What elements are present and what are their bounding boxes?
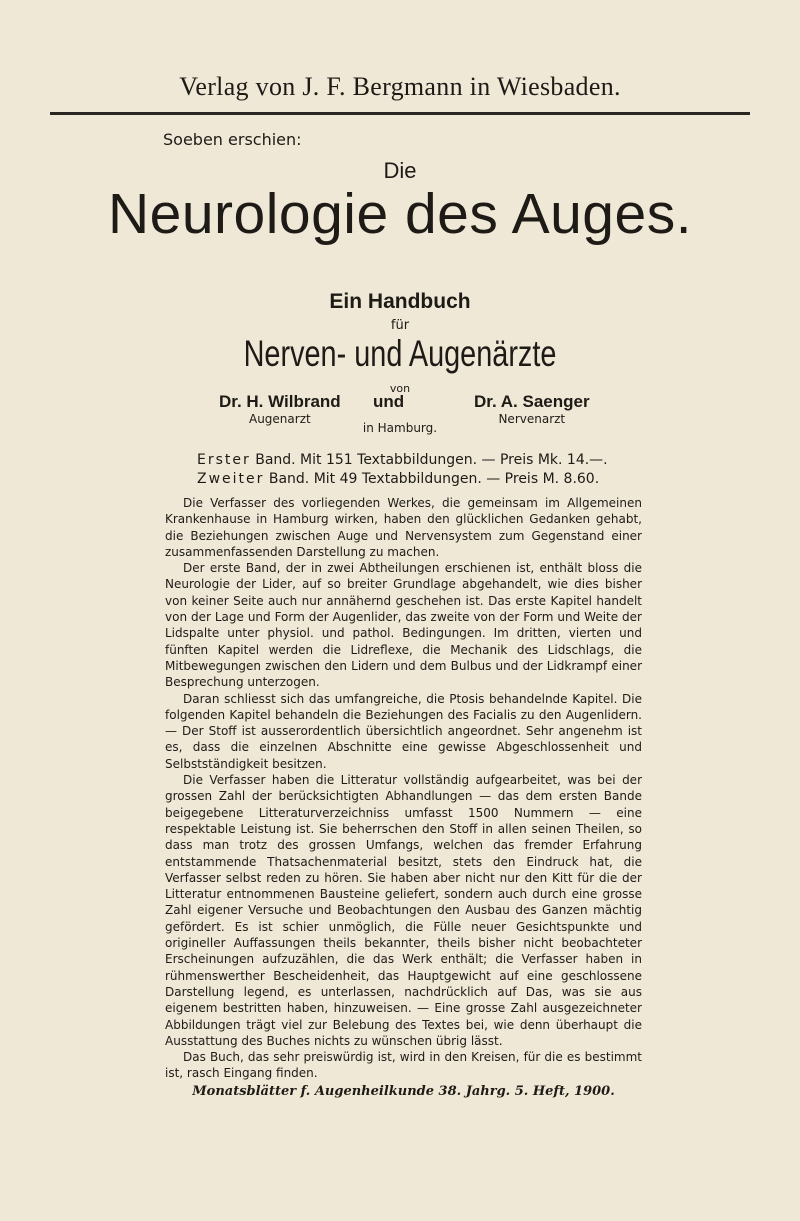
author-name: Dr. A. Saenger xyxy=(474,392,590,411)
review-paragraph: Die Verfasser haben die Litteratur vollständig aufgearbeitet, was bei der grossen Zahl der berücksichtigten Abhandlungen — das dem ersten Bande beigegebene Litteraturverzeichniss umfasst 1500 Nummern — eine respektable Leistung ist. Sie beherrschen den Stoff in allen seinen Theilen, so dass man trotz des grossen Umfangs, welchen das fremder Erfahrung entstammende Thatsachenmaterial besitzt, stets den Eindruck hat, die Verfasser selbst reden zu hören. Sie haben aber nicht nur den Kitt für die der Litteratur entnommenen Bausteine geliefert, sondern auch durch eine grosse Zahl eigener Versuche und Beobachtungen den Ausbau des Ganzen mächtig gefördert. Es ist schier unmöglich, die Fülle neuer Gesichtspunkte und origineller Auffassungen theils bekannter, theils bisher nicht beobachteter Erscheinungen aufzuzählen, die das Werk enthält; die Verfasser haben in rühmenswerther Bescheidenheit, das Hauptgewicht auf eine geschlossene Darstellung legend, es unterlassen, nachdrücklich auf Das, was sie aus eigenem bestritten haben, hinzuweisen. — Eine grosse Zahl ausgezeichneter Abbildungen trägt viel zur Belebung des Textes bei, wie denn überhaupt die Ausstattung des Buches nichts zu wünschen übrig lässt. xyxy=(165,773,642,1048)
book-subtitle: Ein Handbuch xyxy=(329,290,471,313)
release-notice: Soeben erschien: xyxy=(163,130,302,149)
review-text xyxy=(165,495,642,1100)
author-role: Nervenarzt xyxy=(498,412,566,426)
target-audience: Nerven- und Augenärzte xyxy=(243,333,557,374)
review-paragraph: Daran schliesst sich das umfangreiche, die Ptosis behandelnde Kapitel. Die folgenden Kapitel behandeln die Beziehungen des Facialis zu den Augenlidern. — Der Stoff ist ausserordentlich übersichtlich angeordnet. Sehr angenehm ist es, dass die einzelnen Abschnitte eine gewisse Abgeschlossenheit und Selbstständigkeit besitzen. xyxy=(165,691,642,771)
authors-city: in Hamburg. xyxy=(362,421,438,435)
volume-details: Band. Mit 49 Textabbildungen. — Preis M. 8.60. xyxy=(264,471,600,487)
volume-list xyxy=(197,451,608,489)
volume-details: Band. Mit 151 Textabbildungen. — Preis Mk. 14.—. xyxy=(250,452,608,468)
review-paragraph: Das Buch, das sehr preiswürdig ist, wird in den Kreisen, für die es bestimmt ist, rasch Eingang finden. xyxy=(165,1050,642,1081)
volume-label: Zweiter xyxy=(197,471,265,487)
authors-joiner: und xyxy=(373,392,405,411)
review-source: Monatsblätter f. Augenheilkunde 38. Jahrg. 5. Heft, 1900. xyxy=(192,1083,615,1099)
title-article: Die xyxy=(383,158,417,183)
review-paragraph: Der erste Band, der in zwei Abtheilungen erschienen ist, enthält bloss die Neurologie der Lider, auf so breiter Grundlage abgehandelt, wie dies bisher von keiner Seite auch nur annähernd geschehen ist. Das erste Kapitel handelt von der Lage und Form der Augenlider, das zweite von der Form und Weite der Lidspalte unter physiol. und pathol. Bedingungen. Im dritten, vierten und fünften Kapitel werden die Lidreflexe, die Mechanik des Lidschlags, die Mitbewegungen zwischen den Lidern und dem Bulbus und der Lidkrampf einer Besprechung unterzogen. xyxy=(165,561,642,690)
review-paragraph: Die Verfasser des vorliegenden Werkes, die gemeinsam im Allgemeinen Krankenhause in Hamburg wirken, haben den glücklichen Gedanken gehabt, die Beziehungen zwischen Auge und Nervensystem zum Gegenstand einer zusammenfassenden Darstellung zu machen. xyxy=(165,496,642,559)
header-divider xyxy=(50,112,750,115)
book-title: Neurologie des Auges. xyxy=(107,182,693,246)
volume-label: Erster xyxy=(197,452,251,468)
by-label: von xyxy=(389,382,411,395)
volume-line xyxy=(197,451,608,470)
for-label: für xyxy=(390,318,410,333)
author-name: Dr. H. Wilbrand xyxy=(219,392,341,411)
publisher-header: Verlag von J. F. Bergmann in Wiesbaden. xyxy=(179,72,621,101)
volume-line xyxy=(197,470,608,489)
author-role: Augenarzt xyxy=(248,412,311,426)
